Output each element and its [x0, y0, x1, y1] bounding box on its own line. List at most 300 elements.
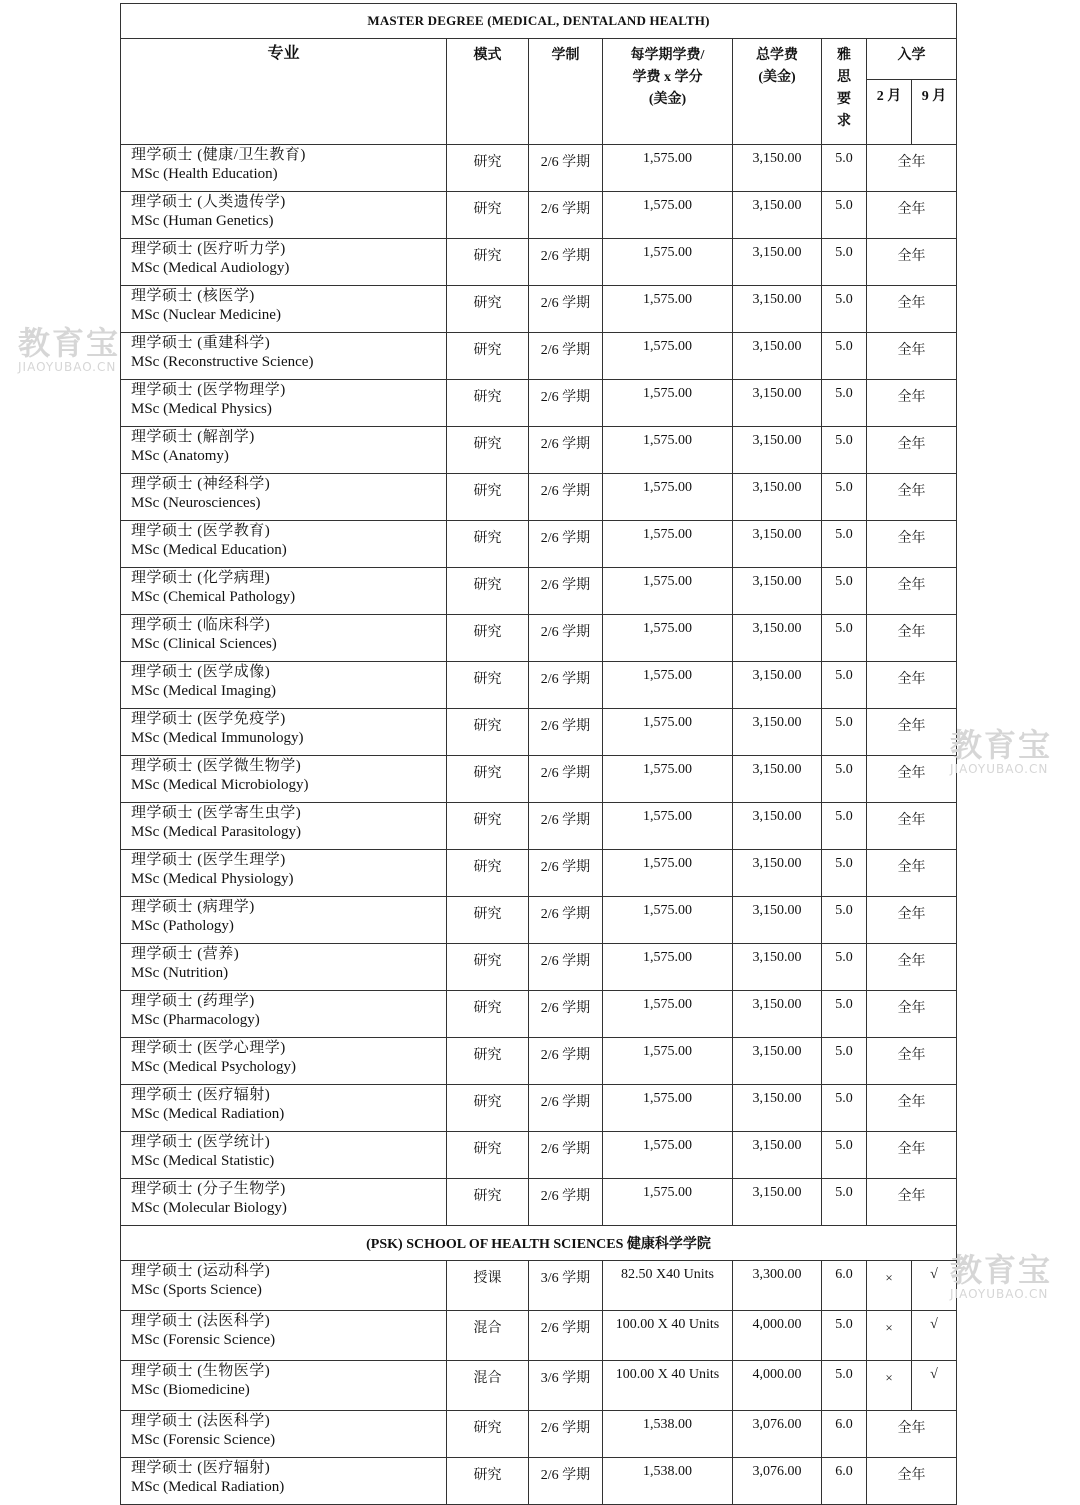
watermark-right-middle [950, 728, 1052, 776]
ielts-cell: 5.0 [822, 615, 867, 662]
duration-cell: 2/6 学期 [529, 709, 603, 756]
intake-cell: 全年 [867, 991, 957, 1038]
mode-cell: 研究 [447, 286, 529, 333]
duration-cell: 2/6 学期 [529, 615, 603, 662]
program-name-en: MSc (Molecular Biology) [131, 1200, 287, 1216]
program-name-cn: 理学硕士 (法医科学) [131, 1313, 271, 1329]
header-total-line2: (美金) [758, 70, 796, 85]
intake-sep-cell: √ [912, 1311, 957, 1361]
duration-cell: 2/6 学期 [529, 192, 603, 239]
watermark-domain: JIAOYUBAO.CN [950, 762, 1049, 776]
duration-cell: 3/6 学期 [529, 1261, 603, 1311]
header-ielts [822, 39, 867, 145]
ielts-cell: 5.0 [822, 709, 867, 756]
total-fee-cell: 3,150.00 [733, 568, 822, 615]
program-name-cn: 理学硕士 (医学免疫学) [131, 711, 286, 727]
intake-cell: 全年 [867, 709, 957, 756]
table-row [121, 709, 957, 756]
mode-cell: 研究 [447, 1411, 529, 1458]
program-name [121, 427, 447, 474]
intake-cell: 全年 [867, 1179, 957, 1226]
program-name-cn: 理学硕士 (医学心理学) [131, 1040, 286, 1056]
mode-cell: 研究 [447, 1179, 529, 1226]
table-row [121, 756, 957, 803]
program-name [121, 286, 447, 333]
ielts-cell: 6.0 [822, 1458, 867, 1505]
program-name-cn: 理学硕士 (医学微生物学) [131, 758, 302, 774]
total-fee-cell: 4,000.00 [733, 1361, 822, 1411]
intake-cell: 全年 [867, 944, 957, 991]
intake-cell: 全年 [867, 1411, 957, 1458]
intake-feb-cell: × [867, 1261, 912, 1311]
duration-cell: 2/6 学期 [529, 474, 603, 521]
table-row [121, 897, 957, 944]
program-name-cn: 理学硕士 (生物医学) [131, 1363, 271, 1379]
fee-cell: 1,575.00 [603, 944, 733, 991]
mode-cell: 研究 [447, 1458, 529, 1505]
watermark-logo-text: 教育宝 [18, 324, 121, 362]
fee-cell: 1,575.00 [603, 897, 733, 944]
fee-cell: 1,575.00 [603, 474, 733, 521]
mode-cell: 研究 [447, 756, 529, 803]
duration-cell: 2/6 学期 [529, 803, 603, 850]
ielts-cell: 5.0 [822, 1311, 867, 1361]
fee-cell: 82.50 X40 Units [603, 1261, 733, 1311]
ielts-cell: 5.0 [822, 474, 867, 521]
program-name-en: MSc (Forensic Science) [131, 1432, 276, 1448]
program-name [121, 991, 447, 1038]
program-name-en: MSc (Neurosciences) [131, 495, 261, 511]
fee-cell: 1,538.00 [603, 1411, 733, 1458]
total-fee-cell: 3,150.00 [733, 145, 822, 192]
program-name [121, 1361, 447, 1411]
program-name-en: MSc (Chemical Pathology) [131, 589, 296, 605]
table-row [121, 850, 957, 897]
total-fee-cell: 3,076.00 [733, 1411, 822, 1458]
program-name-en: MSc (Biomedicine) [131, 1382, 250, 1398]
fee-cell: 100.00 X 40 Units [603, 1311, 733, 1361]
ielts-cell: 6.0 [822, 1411, 867, 1458]
total-fee-cell: 4,000.00 [733, 1311, 822, 1361]
duration-cell: 3/6 学期 [529, 1361, 603, 1411]
program-name-en: MSc (Nuclear Medicine) [131, 307, 281, 323]
total-fee-cell: 3,150.00 [733, 521, 822, 568]
table-row [121, 662, 957, 709]
duration-cell: 2/6 学期 [529, 333, 603, 380]
fee-cell: 1,575.00 [603, 568, 733, 615]
table-row [121, 1458, 957, 1505]
duration-cell: 2/6 学期 [529, 239, 603, 286]
program-name [121, 474, 447, 521]
mode-cell: 研究 [447, 239, 529, 286]
ielts-cell: 5.0 [822, 286, 867, 333]
watermark-domain: JIAOYUBAO.CN [950, 1287, 1049, 1301]
ielts-cell: 5.0 [822, 756, 867, 803]
fee-cell: 1,538.00 [603, 1458, 733, 1505]
header-major: 专业 [121, 39, 447, 145]
program-name [121, 662, 447, 709]
program-name [121, 1085, 447, 1132]
total-fee-cell: 3,076.00 [733, 1458, 822, 1505]
mode-cell: 研究 [447, 615, 529, 662]
fee-cell: 1,575.00 [603, 145, 733, 192]
program-name [121, 1132, 447, 1179]
mode-cell: 研究 [447, 1132, 529, 1179]
header-ielts-char: 雅 [837, 48, 851, 63]
total-fee-cell: 3,150.00 [733, 474, 822, 521]
total-fee-cell: 3,150.00 [733, 991, 822, 1038]
intake-cell: 全年 [867, 286, 957, 333]
intake-cell: 全年 [867, 380, 957, 427]
table-row [121, 145, 957, 192]
program-name-cn: 理学硕士 (分子生物学) [131, 1181, 286, 1197]
program-name-en: MSc (Medical Statistic) [131, 1153, 275, 1169]
header-mode: 模式 [447, 39, 529, 145]
fee-cell: 1,575.00 [603, 1038, 733, 1085]
ielts-cell: 5.0 [822, 239, 867, 286]
program-name-cn: 理学硕士 (临床科学) [131, 617, 271, 633]
watermark-right-bottom [950, 1253, 1052, 1301]
mode-cell: 研究 [447, 1085, 529, 1132]
duration-cell: 2/6 学期 [529, 944, 603, 991]
duration-cell: 2/6 学期 [529, 991, 603, 1038]
program-name-en: MSc (Human Genetics) [131, 213, 274, 229]
watermark-left [18, 326, 120, 374]
program-name-cn: 理学硕士 (医疗听力学) [131, 241, 286, 257]
program-name-en: MSc (Medical Audiology) [131, 260, 290, 276]
section-header-row [121, 1226, 957, 1261]
program-name-cn: 理学硕士 (医学成像) [131, 664, 271, 680]
program-name-en: MSc (Pathology) [131, 918, 234, 934]
duration-cell: 2/6 学期 [529, 1311, 603, 1361]
table-row [121, 615, 957, 662]
table-row [121, 1261, 957, 1311]
program-name-en: MSc (Reconstructive Science) [131, 354, 314, 370]
ielts-cell: 5.0 [822, 850, 867, 897]
program-name-cn: 理学硕士 (医学统计) [131, 1134, 271, 1150]
program-name-cn: 理学硕士 (化学病理) [131, 570, 271, 586]
mode-cell: 研究 [447, 1038, 529, 1085]
fee-cell: 1,575.00 [603, 1085, 733, 1132]
watermark-domain: JIAOYUBAO.CN [18, 360, 117, 374]
total-fee-cell: 3,150.00 [733, 286, 822, 333]
mode-cell: 授课 [447, 1261, 529, 1311]
mode-cell: 研究 [447, 192, 529, 239]
header-fee-line3: (美金) [648, 92, 687, 107]
program-name-cn: 理学硕士 (人类遗传学) [131, 194, 286, 210]
program-name [121, 756, 447, 803]
table-row [121, 1038, 957, 1085]
header-total-line1: 总学费 [756, 48, 798, 63]
program-name [121, 239, 447, 286]
total-fee-cell: 3,150.00 [733, 333, 822, 380]
program-name [121, 1458, 447, 1505]
total-fee-cell: 3,150.00 [733, 944, 822, 991]
mode-cell: 研究 [447, 474, 529, 521]
intake-cell: 全年 [867, 192, 957, 239]
intake-cell: 全年 [867, 333, 957, 380]
program-name-en: MSc (Medical Microbiology) [131, 777, 309, 793]
table-row [121, 286, 957, 333]
table-row [121, 1179, 957, 1226]
mode-cell: 研究 [447, 991, 529, 1038]
program-name-cn: 理学硕士 (医学物理学) [131, 382, 286, 398]
fee-cell: 1,575.00 [603, 286, 733, 333]
program-name [121, 803, 447, 850]
header-duration: 学制 [529, 39, 603, 145]
intake-cell: 全年 [867, 474, 957, 521]
intake-feb-cell: × [867, 1361, 912, 1411]
total-fee-cell: 3,300.00 [733, 1261, 822, 1311]
header-intake-sep: 9 月 [912, 80, 957, 145]
program-name-cn: 理学硕士 (病理学) [131, 899, 255, 915]
mode-cell: 混合 [447, 1361, 529, 1411]
program-name [121, 1411, 447, 1458]
table-row [121, 427, 957, 474]
intake-feb-cell: × [867, 1311, 912, 1361]
program-name-en: MSc (Medical Imaging) [131, 683, 276, 699]
mode-cell: 研究 [447, 427, 529, 474]
program-name-en: MSc (Pharmacology) [131, 1012, 260, 1028]
fee-cell: 1,575.00 [603, 615, 733, 662]
ielts-cell: 5.0 [822, 944, 867, 991]
ielts-cell: 5.0 [822, 1361, 867, 1411]
fee-table [120, 3, 957, 1505]
fee-cell: 1,575.00 [603, 239, 733, 286]
program-name-cn: 理学硕士 (核医学) [131, 288, 255, 304]
ielts-cell: 5.0 [822, 427, 867, 474]
duration-cell: 2/6 学期 [529, 850, 603, 897]
fee-table-page [120, 3, 956, 1505]
program-name [121, 615, 447, 662]
table-row [121, 521, 957, 568]
ielts-cell: 5.0 [822, 568, 867, 615]
duration-cell: 2/6 学期 [529, 286, 603, 333]
total-fee-cell: 3,150.00 [733, 662, 822, 709]
program-name [121, 568, 447, 615]
table-row [121, 192, 957, 239]
fee-cell: 1,575.00 [603, 380, 733, 427]
total-fee-cell: 3,150.00 [733, 427, 822, 474]
duration-cell: 2/6 学期 [529, 1411, 603, 1458]
ielts-cell: 5.0 [822, 1085, 867, 1132]
fee-cell: 1,575.00 [603, 1132, 733, 1179]
program-name [121, 192, 447, 239]
duration-cell: 2/6 学期 [529, 145, 603, 192]
total-fee-cell: 3,150.00 [733, 380, 822, 427]
mode-cell: 研究 [447, 568, 529, 615]
duration-cell: 2/6 学期 [529, 1458, 603, 1505]
ielts-cell: 5.0 [822, 521, 867, 568]
program-name [121, 944, 447, 991]
header-intake: 入学 [867, 39, 957, 80]
table-row [121, 380, 957, 427]
program-name-en: MSc (Health Education) [131, 166, 278, 182]
ielts-cell: 5.0 [822, 145, 867, 192]
program-name-en: MSc (Medical Parasitology) [131, 824, 301, 840]
program-name [121, 333, 447, 380]
program-name [121, 1179, 447, 1226]
mode-cell: 研究 [447, 662, 529, 709]
program-name-cn: 理学硕士 (医学教育) [131, 523, 271, 539]
table-row [121, 1085, 957, 1132]
fee-cell: 1,575.00 [603, 521, 733, 568]
program-name-cn: 理学硕士 (营养) [131, 946, 240, 962]
program-name-en: MSc (Anatomy) [131, 448, 229, 464]
watermark-logo-text: 教育宝 [950, 726, 1053, 764]
duration-cell: 2/6 学期 [529, 521, 603, 568]
header-ielts-char: 思 [837, 70, 851, 85]
mode-cell: 研究 [447, 521, 529, 568]
fee-cell: 1,575.00 [603, 803, 733, 850]
program-name-cn: 理学硕士 (法医科学) [131, 1413, 271, 1429]
fee-cell: 1,575.00 [603, 850, 733, 897]
mode-cell: 混合 [447, 1311, 529, 1361]
program-name [121, 1311, 447, 1361]
mode-cell: 研究 [447, 850, 529, 897]
total-fee-cell: 3,150.00 [733, 897, 822, 944]
intake-cell: 全年 [867, 1132, 957, 1179]
program-name-en: MSc (Clinical Sciences) [131, 636, 277, 652]
intake-cell: 全年 [867, 850, 957, 897]
duration-cell: 2/6 学期 [529, 662, 603, 709]
ielts-cell: 5.0 [822, 662, 867, 709]
intake-cell: 全年 [867, 615, 957, 662]
program-name-en: MSc (Medical Immunology) [131, 730, 304, 746]
total-fee-cell: 3,150.00 [733, 756, 822, 803]
header-total [733, 39, 822, 145]
program-name [121, 709, 447, 756]
section-title: (PSK) SCHOOL OF HEALTH SCIENCES 健康科学学院 [121, 1226, 957, 1261]
program-name-en: MSc (Forensic Science) [131, 1332, 276, 1348]
fee-cell: 1,575.00 [603, 192, 733, 239]
intake-cell: 全年 [867, 145, 957, 192]
intake-cell: 全年 [867, 803, 957, 850]
ielts-cell: 5.0 [822, 380, 867, 427]
duration-cell: 2/6 学期 [529, 1179, 603, 1226]
total-fee-cell: 3,150.00 [733, 1132, 822, 1179]
total-fee-cell: 3,150.00 [733, 1038, 822, 1085]
intake-cell: 全年 [867, 662, 957, 709]
fee-cell: 1,575.00 [603, 1179, 733, 1226]
table-row [121, 333, 957, 380]
table-row [121, 1361, 957, 1411]
program-name-cn: 理学硕士 (药理学) [131, 993, 255, 1009]
ielts-cell: 5.0 [822, 333, 867, 380]
program-name [121, 850, 447, 897]
duration-cell: 2/6 学期 [529, 1132, 603, 1179]
table-row [121, 991, 957, 1038]
intake-sep-cell: √ [912, 1361, 957, 1411]
program-name-cn: 理学硕士 (健康/卫生教育) [131, 147, 306, 163]
fee-cell: 1,575.00 [603, 991, 733, 1038]
program-name-en: MSc (Medical Radiation) [131, 1106, 285, 1122]
mode-cell: 研究 [447, 803, 529, 850]
ielts-cell: 5.0 [822, 803, 867, 850]
header-intake-feb: 2 月 [867, 80, 912, 145]
table-title: MASTER DEGREE (MEDICAL, DENTALAND HEALTH) [121, 4, 957, 39]
total-fee-cell: 3,150.00 [733, 615, 822, 662]
total-fee-cell: 3,150.00 [733, 192, 822, 239]
mode-cell: 研究 [447, 897, 529, 944]
program-name [121, 145, 447, 192]
mode-cell: 研究 [447, 944, 529, 991]
ielts-cell: 5.0 [822, 1038, 867, 1085]
program-name-en: MSc (Medical Education) [131, 542, 287, 558]
program-name-cn: 理学硕士 (医学寄生虫学) [131, 805, 302, 821]
program-name-cn: 理学硕士 (解剖学) [131, 429, 255, 445]
program-name-cn: 理学硕士 (运动科学) [131, 1263, 271, 1279]
mode-cell: 研究 [447, 333, 529, 380]
ielts-cell: 5.0 [822, 991, 867, 1038]
fee-cell: 1,575.00 [603, 709, 733, 756]
total-fee-cell: 3,150.00 [733, 850, 822, 897]
table-row [121, 1311, 957, 1361]
ielts-cell: 5.0 [822, 192, 867, 239]
total-fee-cell: 3,150.00 [733, 803, 822, 850]
ielts-cell: 5.0 [822, 897, 867, 944]
program-name-en: MSc (Medical Physiology) [131, 871, 294, 887]
mode-cell: 研究 [447, 145, 529, 192]
program-name [121, 1038, 447, 1085]
header-fee [603, 39, 733, 145]
intake-cell: 全年 [867, 1458, 957, 1505]
ielts-cell: 5.0 [822, 1179, 867, 1226]
fee-cell: 1,575.00 [603, 662, 733, 709]
total-fee-cell: 3,150.00 [733, 1085, 822, 1132]
total-fee-cell: 3,150.00 [733, 239, 822, 286]
fee-cell: 1,575.00 [603, 756, 733, 803]
fee-cell: 100.00 X 40 Units [603, 1361, 733, 1411]
program-name-cn: 理学硕士 (医学生理学) [131, 852, 286, 868]
duration-cell: 2/6 学期 [529, 1038, 603, 1085]
intake-cell: 全年 [867, 239, 957, 286]
duration-cell: 2/6 学期 [529, 427, 603, 474]
intake-cell: 全年 [867, 568, 957, 615]
header-ielts-char: 求 [837, 114, 851, 129]
total-fee-cell: 3,150.00 [733, 1179, 822, 1226]
program-name-en: MSc (Sports Science) [131, 1282, 262, 1298]
table-row [121, 568, 957, 615]
header-ielts-char: 要 [837, 92, 851, 107]
program-name [121, 521, 447, 568]
header-fee-line2: 学费 x 学分 [632, 70, 703, 85]
table-row [121, 803, 957, 850]
duration-cell: 2/6 学期 [529, 897, 603, 944]
header-fee-line1: 每学期学费/ [630, 48, 705, 63]
program-name-cn: 理学硕士 (医疗辐射) [131, 1087, 271, 1103]
program-name-cn: 理学硕士 (重建科学) [131, 335, 271, 351]
intake-cell: 全年 [867, 756, 957, 803]
ielts-cell: 5.0 [822, 1132, 867, 1179]
fee-cell: 1,575.00 [603, 427, 733, 474]
table-row [121, 239, 957, 286]
intake-cell: 全年 [867, 1038, 957, 1085]
program-name-cn: 理学硕士 (医疗辐射) [131, 1460, 271, 1476]
ielts-cell: 6.0 [822, 1261, 867, 1311]
program-name [121, 1261, 447, 1311]
table-row [121, 1411, 957, 1458]
program-name-cn: 理学硕士 (神经科学) [131, 476, 271, 492]
intake-cell: 全年 [867, 897, 957, 944]
fee-cell: 1,575.00 [603, 333, 733, 380]
watermark-logo-text: 教育宝 [950, 1251, 1053, 1289]
intake-cell: 全年 [867, 521, 957, 568]
table-row [121, 944, 957, 991]
intake-sep-cell: √ [912, 1261, 957, 1311]
mode-cell: 研究 [447, 380, 529, 427]
program-name-en: MSc (Nutrition) [131, 965, 229, 981]
